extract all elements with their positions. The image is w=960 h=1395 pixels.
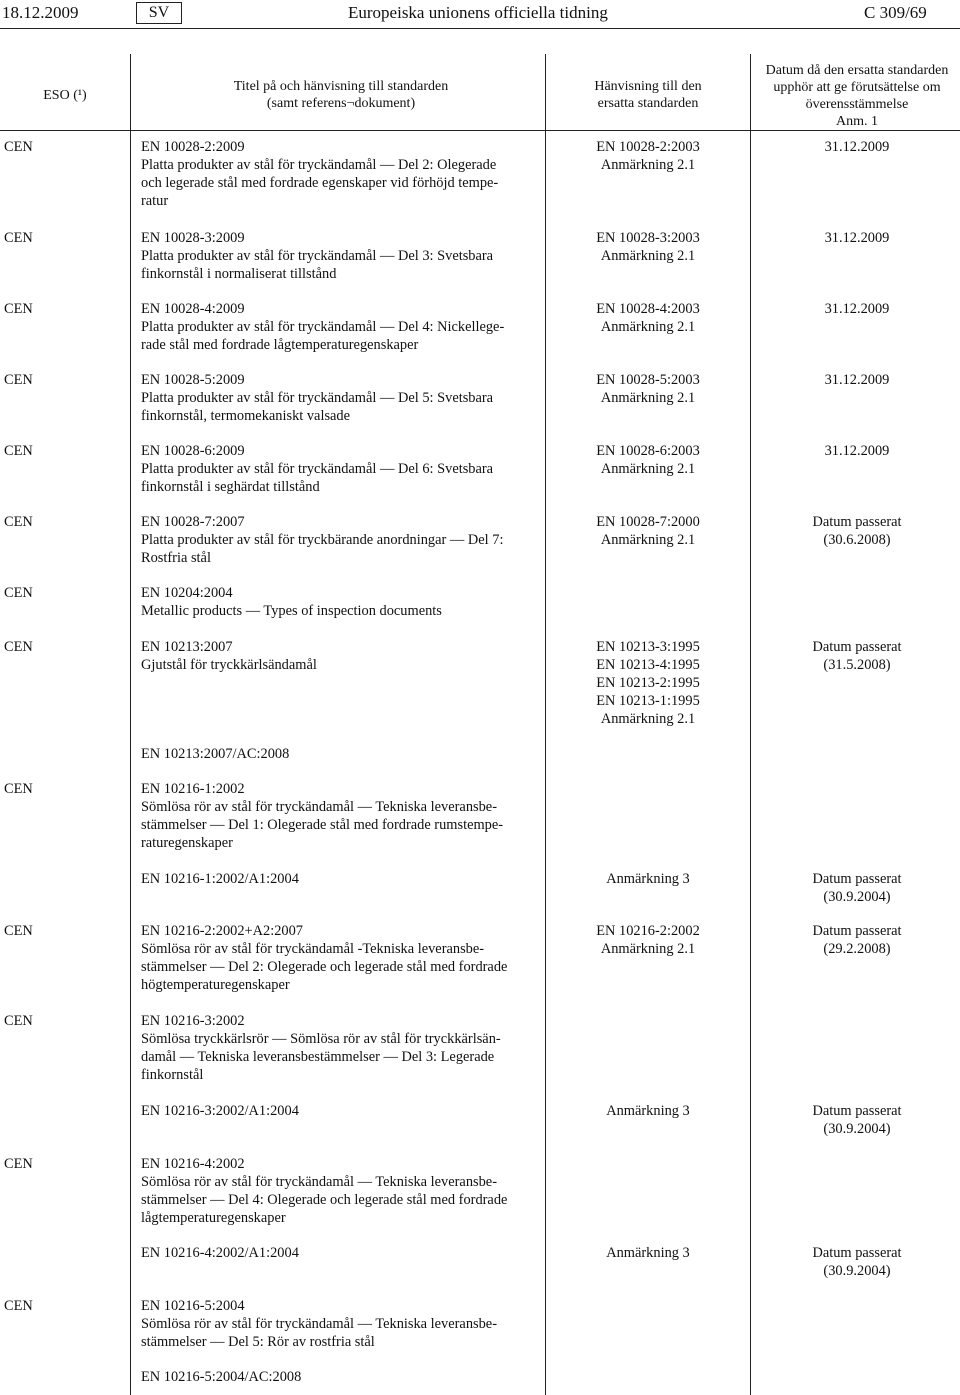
amendment-reference: EN 10216-1:2002/A1:2004 <box>141 871 299 887</box>
cessation-date-cell <box>758 638 956 674</box>
col-header-ref-line: ersatta standarden <box>597 96 699 111</box>
cessation-date-line: (31.5.2008) <box>823 657 891 673</box>
standard-title-line: Sömlösa rör av stål för tryckändamål — Tekniska leveransbe- <box>141 1316 497 1332</box>
standard-title-line: rade stål med fordrade lågtemperaturegenskaper <box>141 337 419 353</box>
eso-cell: CEN <box>4 585 33 601</box>
cessation-date-line: Datum passerat <box>812 923 902 939</box>
language-badge: SV <box>136 2 182 24</box>
standard-title-line: Sömlösa rör av stål för tryckändamål — Tekniska leveransbe- <box>141 1174 497 1190</box>
eso-cell: CEN <box>4 514 33 530</box>
superseded-ref-cell <box>556 922 740 958</box>
superseded-ref-cell <box>556 229 740 265</box>
superseded-ref-line: EN 10028-4:2003 <box>596 301 700 317</box>
col-header-date <box>758 62 956 130</box>
cessation-date-line: (30.9.2004) <box>823 1263 891 1279</box>
standard-title-line: Platta produkter av stål för tryckändamål — Del 4: Nickellege- <box>141 319 505 335</box>
standard-title-line: högtemperaturegenskaper <box>141 977 290 993</box>
standard-title-cell <box>141 371 541 425</box>
cessation-date-line: 31.12.2009 <box>824 372 890 388</box>
cessation-date-cell <box>758 229 956 247</box>
eso-cell: CEN <box>4 781 33 797</box>
eso-cell: CEN <box>4 443 33 459</box>
standard-title-line: Platta produkter av stål för tryckbärande anordningar — Del 7: <box>141 532 504 548</box>
standard-title-line: Platta produkter av stål för tryckändamål — Del 6: Svetsbara <box>141 461 494 477</box>
superseded-ref-cell <box>556 442 740 478</box>
standard-title-cell <box>141 1012 541 1084</box>
journal-title: Europeiska unionens officiella tidning <box>348 3 608 22</box>
standard-title-line: Platta produkter av stål för tryckändamål — Del 3: Svetsbara <box>141 248 494 264</box>
cessation-date-line: 31.12.2009 <box>824 443 890 459</box>
standard-title-line: Sömlösa rör av stål för tryckändamål — Tekniska leveransbe- <box>141 799 497 815</box>
col-header-eso: ESO (¹) <box>43 88 87 103</box>
cessation-date-line: Datum passerat <box>812 639 902 655</box>
superseded-ref-line: Anmärkning 2.1 <box>600 532 696 548</box>
superseded-ref-line: EN 10028-5:2003 <box>596 372 700 388</box>
standard-title-cell <box>141 922 541 994</box>
cessation-date-line: 31.12.2009 <box>824 139 890 155</box>
standard-title-line: finkornstål, termomekaniskt valsade <box>141 408 351 424</box>
cessation-date-cell <box>758 1244 956 1280</box>
superseded-ref-line: Anmärkning 2.1 <box>600 941 696 957</box>
col-header-date-line: Anm. 1 <box>836 114 878 129</box>
standard-title-line: damål — Tekniska leveransbestämmelser — Del 3: Legerade <box>141 1049 495 1065</box>
col-header-ref <box>556 78 740 112</box>
standard-title-cell <box>141 138 541 210</box>
cessation-date-cell <box>758 922 956 958</box>
standard-reference: EN 10204:2004 <box>141 585 233 601</box>
cessation-date-line: (30.9.2004) <box>823 1121 891 1137</box>
superseded-ref-line: EN 10213-3:1995 <box>596 639 700 655</box>
standard-reference: EN 10216-4:2002 <box>141 1156 245 1172</box>
header-rule <box>0 28 960 29</box>
standard-reference: EN 10216-5:2004 <box>141 1298 245 1314</box>
standard-title-cell <box>141 638 541 674</box>
standard-title-line: Rostfria stål <box>141 550 211 566</box>
standard-title-line: Sömlösa rör av stål för tryckändamål -Tekniska leveransbe- <box>141 941 485 957</box>
standard-reference: EN 10216-3:2002 <box>141 1013 245 1029</box>
standard-title-cell <box>141 300 541 354</box>
standard-reference: EN 10028-2:2009 <box>141 139 245 155</box>
standard-title-cell <box>141 780 541 852</box>
superseded-ref-cell <box>556 513 740 549</box>
header-date: 18.12.2009 <box>2 3 79 22</box>
eso-cell: CEN <box>4 301 33 317</box>
superseded-ref-cell <box>556 638 740 728</box>
superseded-ref-line: EN 10028-7:2000 <box>596 514 700 530</box>
cessation-date-cell <box>758 442 956 460</box>
standard-reference: EN 10028-5:2009 <box>141 372 245 388</box>
standard-title-cell <box>141 513 541 567</box>
col-divider <box>130 54 131 1395</box>
superseded-ref-line: EN 10213-1:1995 <box>596 693 700 709</box>
eso-cell: CEN <box>4 372 33 388</box>
col-header-ref-line: Hänvisning till den <box>594 79 702 94</box>
amendment-reference: EN 10216-3:2002/A1:2004 <box>141 1103 299 1119</box>
standard-title-line: lågtemperaturegenskaper <box>141 1210 286 1226</box>
standard-title-cell <box>141 229 541 283</box>
superseded-ref-line: Anmärkning 2.1 <box>600 461 696 477</box>
superseded-ref-line: Anmärkning 2.1 <box>600 711 696 727</box>
cessation-date-line: Datum passerat <box>812 1245 902 1261</box>
superseded-ref-cell <box>556 138 740 174</box>
cessation-date-line: 31.12.2009 <box>824 301 890 317</box>
superseded-ref-line: Anmärkning 2.1 <box>600 157 696 173</box>
standard-title-line: finkornstål <box>141 1067 204 1083</box>
standard-title-line: stämmelser — Del 5: Rör av rostfria stål <box>141 1334 375 1350</box>
standard-title-line: Gjutstål för tryckkärlsändamål <box>141 657 317 673</box>
col-header-title <box>141 78 541 112</box>
amendment-reference: EN 10213:2007/AC:2008 <box>141 746 290 762</box>
cessation-date-cell <box>758 300 956 318</box>
superseded-ref-line: EN 10028-3:2003 <box>596 230 700 246</box>
superseded-ref-line: Anmärkning 2.1 <box>600 319 696 335</box>
standard-title-line: och legerade stål med fordrade egenskaper vid förhöjd tempe- <box>141 175 499 191</box>
standard-reference: EN 10216-1:2002 <box>141 781 245 797</box>
standard-reference: EN 10216-2:2002+A2:2007 <box>141 923 304 939</box>
cessation-date-line: (30.6.2008) <box>823 532 891 548</box>
superseded-ref-line: Anmärkning 2.1 <box>600 248 696 264</box>
cessation-date-cell <box>758 371 956 389</box>
standard-title-line: Platta produkter av stål för tryckändamål — Del 2: Olegerade <box>141 157 497 173</box>
superseded-ref-line: EN 10216-2:2002 <box>596 923 700 939</box>
superseded-ref-line: EN 10213-4:1995 <box>596 657 700 673</box>
eso-cell: CEN <box>4 923 33 939</box>
col-header-date-line: överensstämmelse <box>805 97 909 112</box>
eso-cell: CEN <box>4 139 33 155</box>
standard-reference: EN 10028-4:2009 <box>141 301 245 317</box>
col-header-date-line: Datum då den ersatta standarden <box>765 63 949 78</box>
superseded-ref-cell <box>556 300 740 336</box>
superseded-ref-line: EN 10028-2:2003 <box>596 139 700 155</box>
cessation-date-line: (29.2.2008) <box>823 941 891 957</box>
cessation-date-line: Datum passerat <box>812 1103 902 1119</box>
col-header-date-line: upphör att ge förutsättelse om <box>773 80 941 95</box>
standard-title-cell <box>141 1297 541 1351</box>
cessation-date-cell <box>758 870 956 906</box>
standard-reference: EN 10028-6:2009 <box>141 443 245 459</box>
amendment-reference: EN 10216-5:2004/AC:2008 <box>141 1369 302 1385</box>
col-divider <box>545 54 546 1395</box>
amendment-note: Anmärkning 3 <box>606 1245 690 1261</box>
eso-cell: CEN <box>4 1298 33 1314</box>
standard-title-line: stämmelser — Del 1: Olegerade stål med fordrade rumstempe- <box>141 817 504 833</box>
cessation-date-cell <box>758 513 956 549</box>
standard-title-line: finkornstål i seghärdat tillstånd <box>141 479 320 495</box>
col-header-title-line: Titel på och hänvisning till standarden <box>233 79 449 94</box>
standard-title-line: stämmelser — Del 4: Olegerade och legerade stål med fordrade <box>141 1192 508 1208</box>
standard-title-cell <box>141 442 541 496</box>
standard-title-line: ratur <box>141 193 169 209</box>
standard-title-line: raturegenskaper <box>141 835 233 851</box>
header-page-number: C 309/69 <box>864 3 927 22</box>
cessation-date-line: Datum passerat <box>812 514 902 530</box>
standard-reference: EN 10028-7:2007 <box>141 514 245 530</box>
amendment-note: Anmärkning 3 <box>606 871 690 887</box>
amendment-note: Anmärkning 3 <box>606 1103 690 1119</box>
standard-reference: EN 10028-3:2009 <box>141 230 245 246</box>
superseded-ref-cell <box>556 371 740 407</box>
standard-title-cell <box>141 1155 541 1227</box>
standard-title-line: stämmelser — Del 2: Olegerade och legerade stål med fordrade <box>141 959 508 975</box>
eso-cell: CEN <box>4 639 33 655</box>
eso-cell: CEN <box>4 1156 33 1172</box>
standard-title-cell <box>141 584 541 620</box>
standard-title-line: Platta produkter av stål för tryckändamål — Del 5: Svetsbara <box>141 390 494 406</box>
superseded-ref-line: EN 10213-2:1995 <box>596 675 700 691</box>
superseded-ref-line: Anmärkning 2.1 <box>600 390 696 406</box>
eso-cell: CEN <box>4 230 33 246</box>
standard-title-line: finkornstål i normaliserat tillstånd <box>141 266 337 282</box>
eso-cell: CEN <box>4 1013 33 1029</box>
standard-title-line: Metallic products — Types of inspection documents <box>141 603 442 619</box>
cessation-date-line: Datum passerat <box>812 871 902 887</box>
standard-reference: EN 10213:2007 <box>141 639 233 655</box>
cessation-date-cell <box>758 1102 956 1138</box>
cessation-date-line: (30.9.2004) <box>823 889 891 905</box>
superseded-ref-line: EN 10028-6:2003 <box>596 443 700 459</box>
col-divider <box>750 54 751 1395</box>
table-header-rule <box>0 130 960 131</box>
cessation-date-line: 31.12.2009 <box>824 230 890 246</box>
amendment-reference: EN 10216-4:2002/A1:2004 <box>141 1245 299 1261</box>
col-header-title-line: (samt referens¬dokument) <box>266 96 416 111</box>
cessation-date-cell <box>758 138 956 156</box>
standard-title-line: Sömlösa tryckkärlsrör — Sömlösa rör av stål för tryckkärlsän- <box>141 1031 501 1047</box>
